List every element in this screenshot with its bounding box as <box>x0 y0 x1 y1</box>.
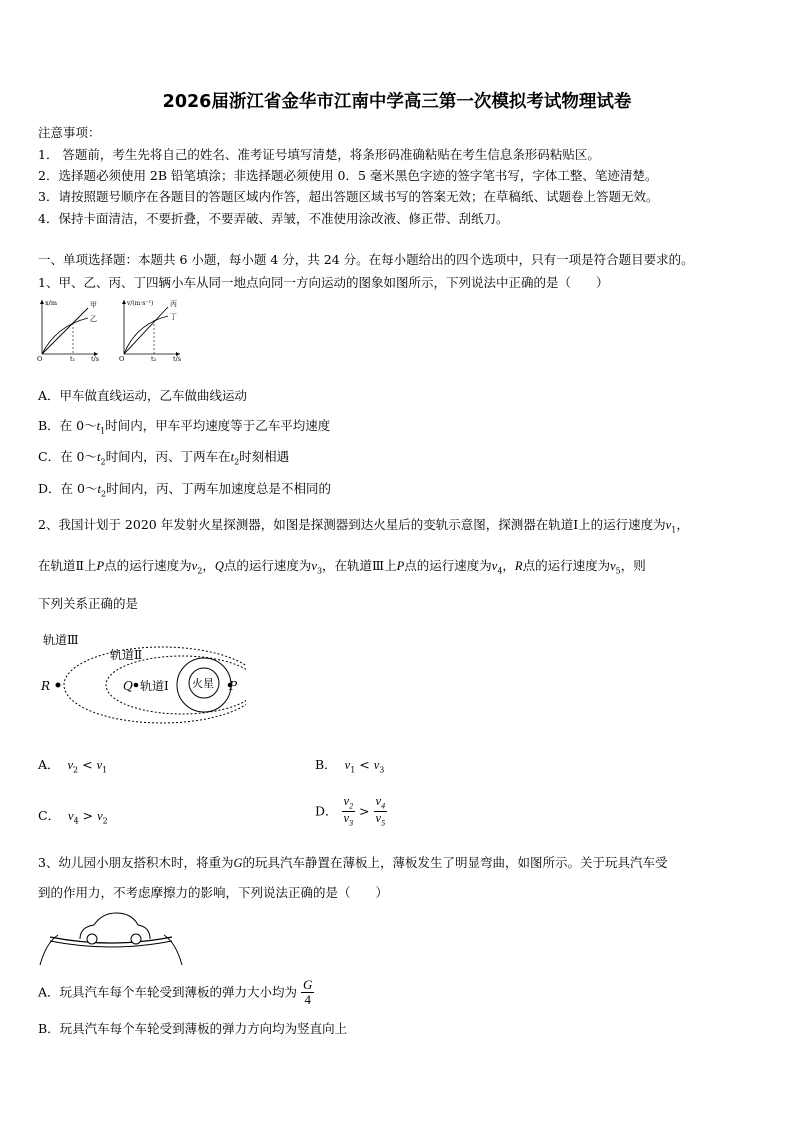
orbit-diagram <box>36 628 246 726</box>
question-2-line1: 2、我国计划于 2020 年发射火星探测器，如图是探测器到达火星后的变轨示意图，探测器在轨道Ⅰ上的运行速度为$v_1$， <box>38 517 689 535</box>
r-label: R <box>41 679 51 693</box>
graph2-xlabel: t/s <box>173 355 182 362</box>
q1-graphs <box>36 296 186 362</box>
q2-option-b: B． $v_1 < v_3$ <box>315 757 385 775</box>
graph-x-t <box>37 299 99 362</box>
notice-item: 2．选择题必须使用 2B 铅笔填涂；非选择题必须使用 0．5 毫米黑色字迹的签字笔书写，字体工整、笔迹清楚。 <box>38 168 658 183</box>
notice-item: 1． 答题前，考生先将自己的姓名、准考证号填写清楚，将条形码准确粘贴在考生信息条形码粘贴区。 <box>38 147 600 162</box>
curve-ding <box>124 316 168 354</box>
graph1-tick: t₁ <box>70 355 76 362</box>
graph-v-t <box>119 300 181 362</box>
question-3-line1: 3、幼儿园小朋友搭积木时，将重为G的玩具汽车静置在薄板上，薄板发生了明显弯曲，如图所示。关于玩具汽车受 <box>38 855 668 870</box>
notice-item: 3．请按照题号顺序在各题目的答题区域内作答，超出答题区域书写的答案无效；在草稿纸、试题卷上答题无效。 <box>38 189 659 204</box>
planet-label: 火星 <box>192 677 214 690</box>
section-heading: 一、单项选择题：本题共 6 小题，每小题 4 分，共 24 分。在每小题给出的四个选项中，只有一项是符合题目要求的。 <box>38 252 694 267</box>
graph2-origin: O <box>119 355 125 362</box>
curve-bing <box>124 307 168 354</box>
graph1-origin: O <box>37 355 43 362</box>
graph2-curve2-label: 丁 <box>170 313 177 321</box>
curve-yi <box>42 318 88 354</box>
q3-option-b: B．玩具汽车每个车轮受到薄板的弹力方向均为竖直向上 <box>38 1021 348 1036</box>
q-label: Q <box>123 679 133 693</box>
point-q <box>134 683 139 688</box>
wheel-icon <box>87 934 97 944</box>
graph1-xlabel: t/s <box>91 355 100 362</box>
question-2-line2: 在轨道Ⅱ上P点的运行速度为$v_2$，Q点的运行速度为$v_3$，在轨道Ⅲ上P点的运行速度为$v_4$，R点的运行速度为$v_5$，则 <box>38 558 646 576</box>
orbit3-label: 轨道Ⅲ <box>43 633 79 647</box>
orbit1-label: 轨道Ⅰ <box>140 679 169 693</box>
wheel-icon <box>131 934 141 944</box>
graph2-tick: t₂ <box>151 355 157 362</box>
q1-option-a: A．甲车做直线运动，乙车做曲线运动 <box>38 388 248 403</box>
thin-board <box>50 937 172 943</box>
graph2-ylabel: v/(m·s⁻¹) <box>127 300 154 307</box>
q2-option-a: A． $v_2 < v_1$ <box>38 757 108 775</box>
q2-option-c: C． $v_4 > v_2$ <box>38 808 108 826</box>
curve-jia <box>42 308 88 354</box>
q1-option-b: B．在 $0\sim t_1$时间内，甲车平均速度等于乙车平均速度 <box>38 418 331 436</box>
page-title: 2026届浙江省金华市江南中学高三第一次模拟考试物理试卷 <box>162 92 632 112</box>
q1-option-c: C．在 $0\sim t_2$时间内，丙、丁两车在$t_2$时刻相遇 <box>38 449 290 467</box>
graph1-ylabel: x/m <box>45 299 58 307</box>
question-1-stem: 1、甲、乙、丙、丁四辆小车从同一地点向同一方向运动的图象如图所示，下列说法中正确的是（ ） <box>38 275 609 290</box>
q3-option-a: A．玩具汽车每个车轮受到薄板的弹力大小均为 $\frac{G}{4}$ <box>38 977 313 1008</box>
question-2-line3: 下列关系正确的是 <box>38 596 139 611</box>
orbit2-label: 轨道Ⅱ <box>110 648 143 662</box>
q2-option-d: D． $\frac{v_2}{v_3}$ > $\frac{v_4}{v_5}$ <box>315 794 386 828</box>
notice-item: 4．保持卡面清洁，不要折叠，不要弄破、弄皱，不准使用涂改液、修正带、刮纸刀。 <box>38 211 509 226</box>
point-r <box>56 683 61 688</box>
graph1-curve2-label: 乙 <box>90 315 97 323</box>
notice-heading: 注意事项： <box>38 125 101 140</box>
question-3-line2: 到的作用力，不考虑摩擦力的影响，下列说法正确的是（ ） <box>38 885 389 900</box>
q1-option-d: D．在 $0\sim t_2$时间内，丙、丁两车加速度总是不相同的 <box>38 481 332 499</box>
graph2-curve1-label: 丙 <box>170 300 177 308</box>
graph1-curve1-label: 甲 <box>90 301 97 309</box>
toy-car-figure <box>36 905 186 969</box>
p-label: P <box>229 679 238 693</box>
